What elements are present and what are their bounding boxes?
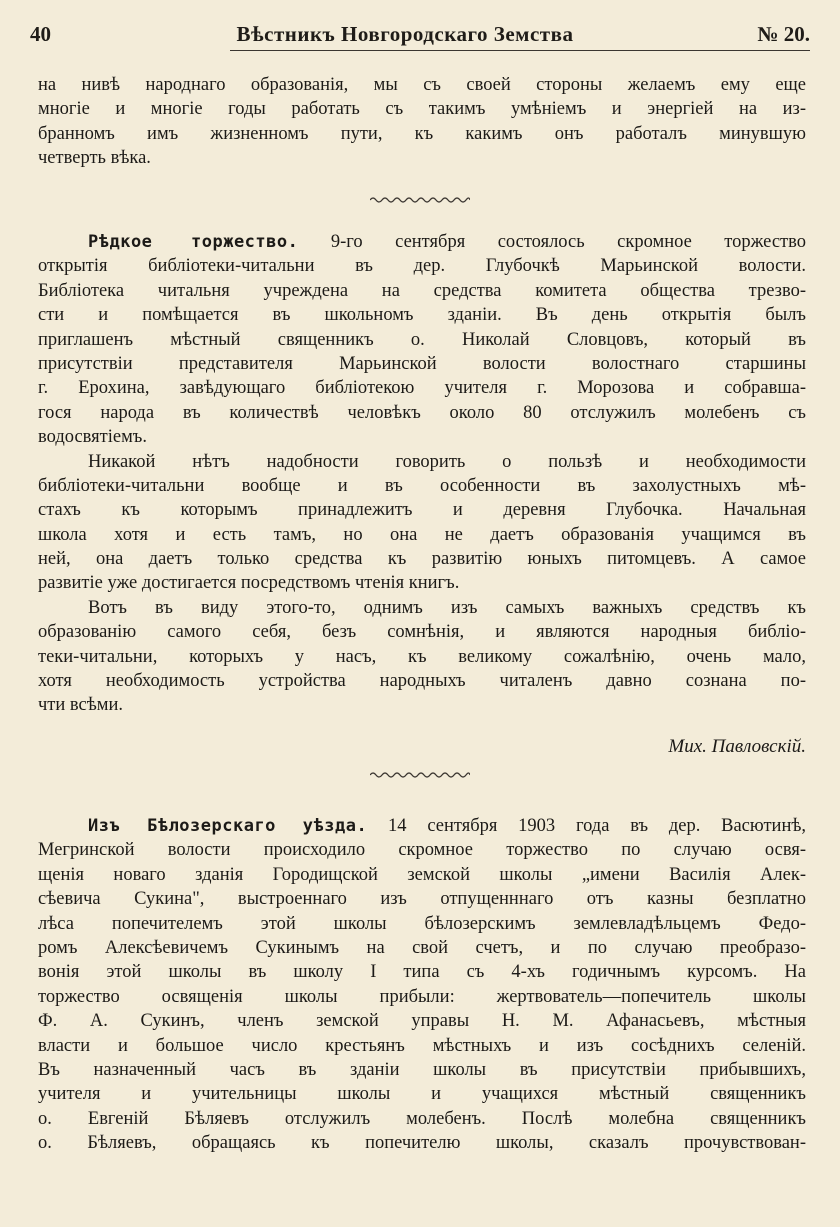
text-line: библіотеки-читальни вообще и въ особенности въ захолустныхъ мѣ- <box>38 475 806 496</box>
text-line: щенія новаго зданія Городищской земской школы „имени Василія Алек- <box>38 864 806 885</box>
text-line: на нивѣ народнаго образованія, мы съ своей стороны желаемъ ему еще <box>38 75 806 95</box>
text-line: власти и большое число крестьянъ мѣстныхъ и изъ сосѣднихъ селеній. <box>38 1035 806 1056</box>
text-line: стахъ къ которымъ принадлежитъ и деревня Глубочка. Начальная <box>38 500 806 521</box>
text-line: гося народа въ количествѣ человѣкъ около 80 отслужилъ молебенъ съ <box>38 402 806 423</box>
running-header <box>30 22 810 50</box>
text-line: присутствіи представителя Марьинской волости волостнаго старшины <box>38 353 806 374</box>
section-divider-2 <box>370 771 470 779</box>
text-line: сти и помѣщается въ школьномъ зданіи. Въ день открытія былъ <box>38 305 806 326</box>
heading-line-text: 14 сентября 1903 года въ дер. Васютинѣ, <box>388 816 807 836</box>
text-line: школа хотя и есть тамъ, но она не даетъ образованія учащимся въ <box>38 524 806 545</box>
text-line: теки-читальни, которыхъ у насъ, къ великому сожалѣнію, очень мало, <box>38 646 806 667</box>
author-signature: Мих. Павловскій. <box>668 736 806 757</box>
section-divider-1 <box>370 196 470 204</box>
text-line: учителя и учительницы школы и учащихся мѣстный священникъ <box>38 1084 806 1105</box>
text-line: чти всѣми. <box>38 695 124 716</box>
journal-title: Вѣстникъ Новгородскаго Земства <box>236 22 574 46</box>
article-library-opening <box>38 230 806 718</box>
text-line: Вотъ въ виду этого-то, однимъ изъ самыхъ важныхъ средствъ къ <box>88 597 806 618</box>
text-line <box>38 814 806 838</box>
text-line: водосвятіемъ. <box>38 427 147 448</box>
text-line: Никакой нѣтъ надобности говорить о пользѣ и необходимости <box>88 451 806 472</box>
article-beloozero-school <box>38 814 806 1155</box>
text-line: Въ назначенный часъ въ зданіи школы въ присутствіи прибывшихъ, <box>38 1059 806 1080</box>
article-heading: Рѣдкое торжество. <box>88 232 299 252</box>
text-line: приглашенъ мѣстный священникъ о. Николай Словцовъ, который въ <box>38 329 806 350</box>
issue-number: № 20. <box>757 22 810 46</box>
text-line: ней, она даетъ только средства къ развитію юныхъ питомцевъ. А самое <box>38 549 806 570</box>
page-number: 40 <box>30 22 51 46</box>
text-line: бранномъ имъ жизненномъ пути, къ какимъ онъ работалъ минувшую <box>38 123 806 144</box>
text-line: образованію самого себя, безъ сомнѣнія, и являются народныя библіо- <box>38 622 806 643</box>
text-line: о. Бѣляевъ, обращаясь къ попечителю школы, сказалъ прочувствован- <box>38 1133 806 1154</box>
text-line: торжество освященія школы прибыли: жертвователь—попечитель школы <box>38 986 806 1007</box>
text-line: о. Евгеній Бѣляевъ отслужилъ молебенъ. Послѣ молебна священникъ <box>38 1108 806 1129</box>
continuation-paragraph <box>38 73 806 171</box>
heading-line-text: 9-го сентября состоялось скромное торжество <box>330 232 806 252</box>
text-line: вонія этой школы въ школу I типа съ 4-хъ годичнымъ курсомъ. На <box>38 962 806 983</box>
text-line: четверть вѣка. <box>38 148 151 169</box>
header-rule <box>230 50 810 51</box>
text-line: Ф. А. Сукинъ, членъ земской управы Н. М. Афанасьевъ, мѣстныя <box>38 1011 806 1032</box>
text-line: Библіотека читальня учреждена на средства комитета общества трезво- <box>38 280 806 301</box>
text-line: хотя необходимость устройства народныхъ читаленъ давно сознана по- <box>38 671 806 692</box>
text-line <box>38 230 806 254</box>
text-line: лѣса попечителемъ этой школы бѣлозерскимъ землевладѣльцемъ Федо- <box>38 913 806 934</box>
text-line: сѣевича Сукина", выстроеннаго изъ отпущенннаго отъ казны безплатно <box>38 889 806 910</box>
text-line: многіе и многіе годы работать съ такимъ умѣніемъ и энергіей на из- <box>38 99 806 120</box>
text-line: г. Ерохина, завѣдующаго библіотекою учителя г. Морозова и собравша- <box>38 378 806 399</box>
text-line: Мегринской волости происходило скромное торжество по случаю освя- <box>38 840 806 861</box>
text-line: развитіе уже достигается посредствомъ чтенія книгъ. <box>38 573 460 594</box>
text-line: открытія библіотеки-читальни въ дер. Глубочкѣ Марьинской волости. <box>38 256 806 277</box>
article-heading: Изъ Бѣлозерскаго уѣзда. <box>88 816 368 836</box>
text-line: ромъ Алексѣевичемъ Сукинымъ на свой счетъ, и по случаю преобразо- <box>38 937 806 958</box>
